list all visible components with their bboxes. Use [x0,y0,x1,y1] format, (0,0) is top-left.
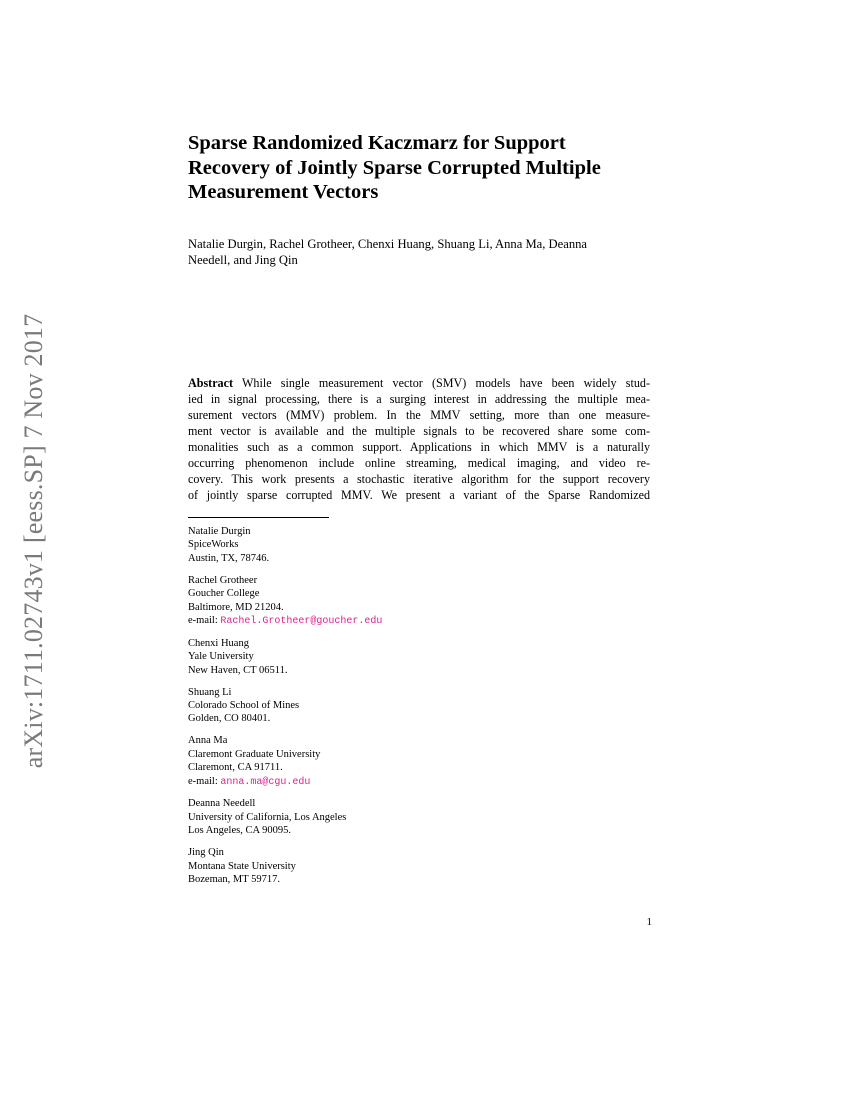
affiliation-name: Chenxi Huang [188,637,249,649]
affiliation-name: Deanna Needell [188,798,256,810]
affiliation-email-line [188,775,488,789]
email-link[interactable]: Rachel.Grotheer@goucher.edu [220,615,383,627]
author-line: Needell, and Jing Qin [188,253,298,267]
affiliations-footnote [188,525,488,895]
abstract-heading: Abstract [188,376,234,390]
affiliation-address: Golden, CO 80401. [188,713,271,725]
affiliation-block [188,797,488,837]
affiliation-address: Los Angeles, CA 90095. [188,825,291,837]
abstract-line: ied in signal processing, there is a surging interest in addressing the multiple mea- [188,392,650,406]
email-label: e-mail: [188,775,221,787]
affiliation-institution: Yale University [188,651,254,663]
abstract-line: covery. This work presents a stochastic iterative algorithm for the support recovery [188,472,650,486]
page-number: 1 [646,916,652,928]
affiliation-institution: Montana State University [188,860,296,872]
abstract-line: surement vectors (MMV) problem. In the MMV setting, more than one measure- [188,408,650,422]
author-list [188,236,658,268]
abstract-line: ment vector is available and the multiple signals to be recovered share some com- [188,424,650,438]
affiliation-name: Jing Qin [188,847,224,859]
affiliation-name: Natalie Durgin [188,526,251,537]
affiliation-name: Rachel Grotheer [188,574,258,586]
affiliation-institution: Claremont Graduate University [188,748,321,760]
affiliation-institution: Goucher College [188,588,260,600]
affiliation-block [188,574,488,629]
title-line: Recovery of Jointly Sparse Corrupted Multiple [188,156,601,179]
title-line: Measurement Vectors [188,181,379,203]
abstract-first-line [188,375,650,391]
affiliation-block [188,637,488,677]
arxiv-identifier-stamp: arXiv:1711.02743v1 [eess.SP] 7 Nov 2017 [19,313,48,769]
abstract [188,375,650,503]
author-line: Natalie Durgin, Rachel Grotheer, Chenxi Huang, Shuang Li, Anna Ma, Deanna [188,237,588,251]
affiliation-address: Baltimore, MD 21204. [188,601,284,613]
affiliation-address: Claremont, CA 91711. [188,762,283,774]
abstract-line: monalities such as a common support. Applications in which MMV is a naturally [188,440,650,454]
email-link[interactable]: anna.ma@cgu.edu [220,776,311,788]
affiliation-block [188,525,488,565]
email-label: e-mail: [188,614,221,626]
affiliation-address: New Haven, CT 06511. [188,664,288,676]
affiliation-address: Austin, TX, 78746. [188,552,270,564]
footnote-divider [188,517,329,518]
affiliation-name: Anna Ma [188,735,228,747]
affiliation-address: Bozeman, MT 59717. [188,873,280,885]
abstract-line: of jointly sparse corrupted MMV. We present a variant of the Sparse Randomized [188,488,650,502]
affiliation-institution: SpiceWorks [188,539,239,551]
affiliation-name: Shuang Li [188,686,232,698]
abstract-text: While single measurement vector (SMV) models have been widely stud- [233,376,650,390]
affiliation-institution: University of California, Los Angeles [188,811,347,823]
affiliation-institution: Colorado School of Mines [188,699,300,711]
abstract-line: occurring phenomenon include online streaming, medical imaging, and video re- [188,456,650,470]
affiliation-block [188,846,488,886]
affiliation-email-line [188,614,488,628]
title-line: Sparse Randomized Kaczmarz for Support [188,132,566,154]
affiliation-block [188,734,488,789]
affiliation-block [188,686,488,726]
paper-title [188,131,658,205]
